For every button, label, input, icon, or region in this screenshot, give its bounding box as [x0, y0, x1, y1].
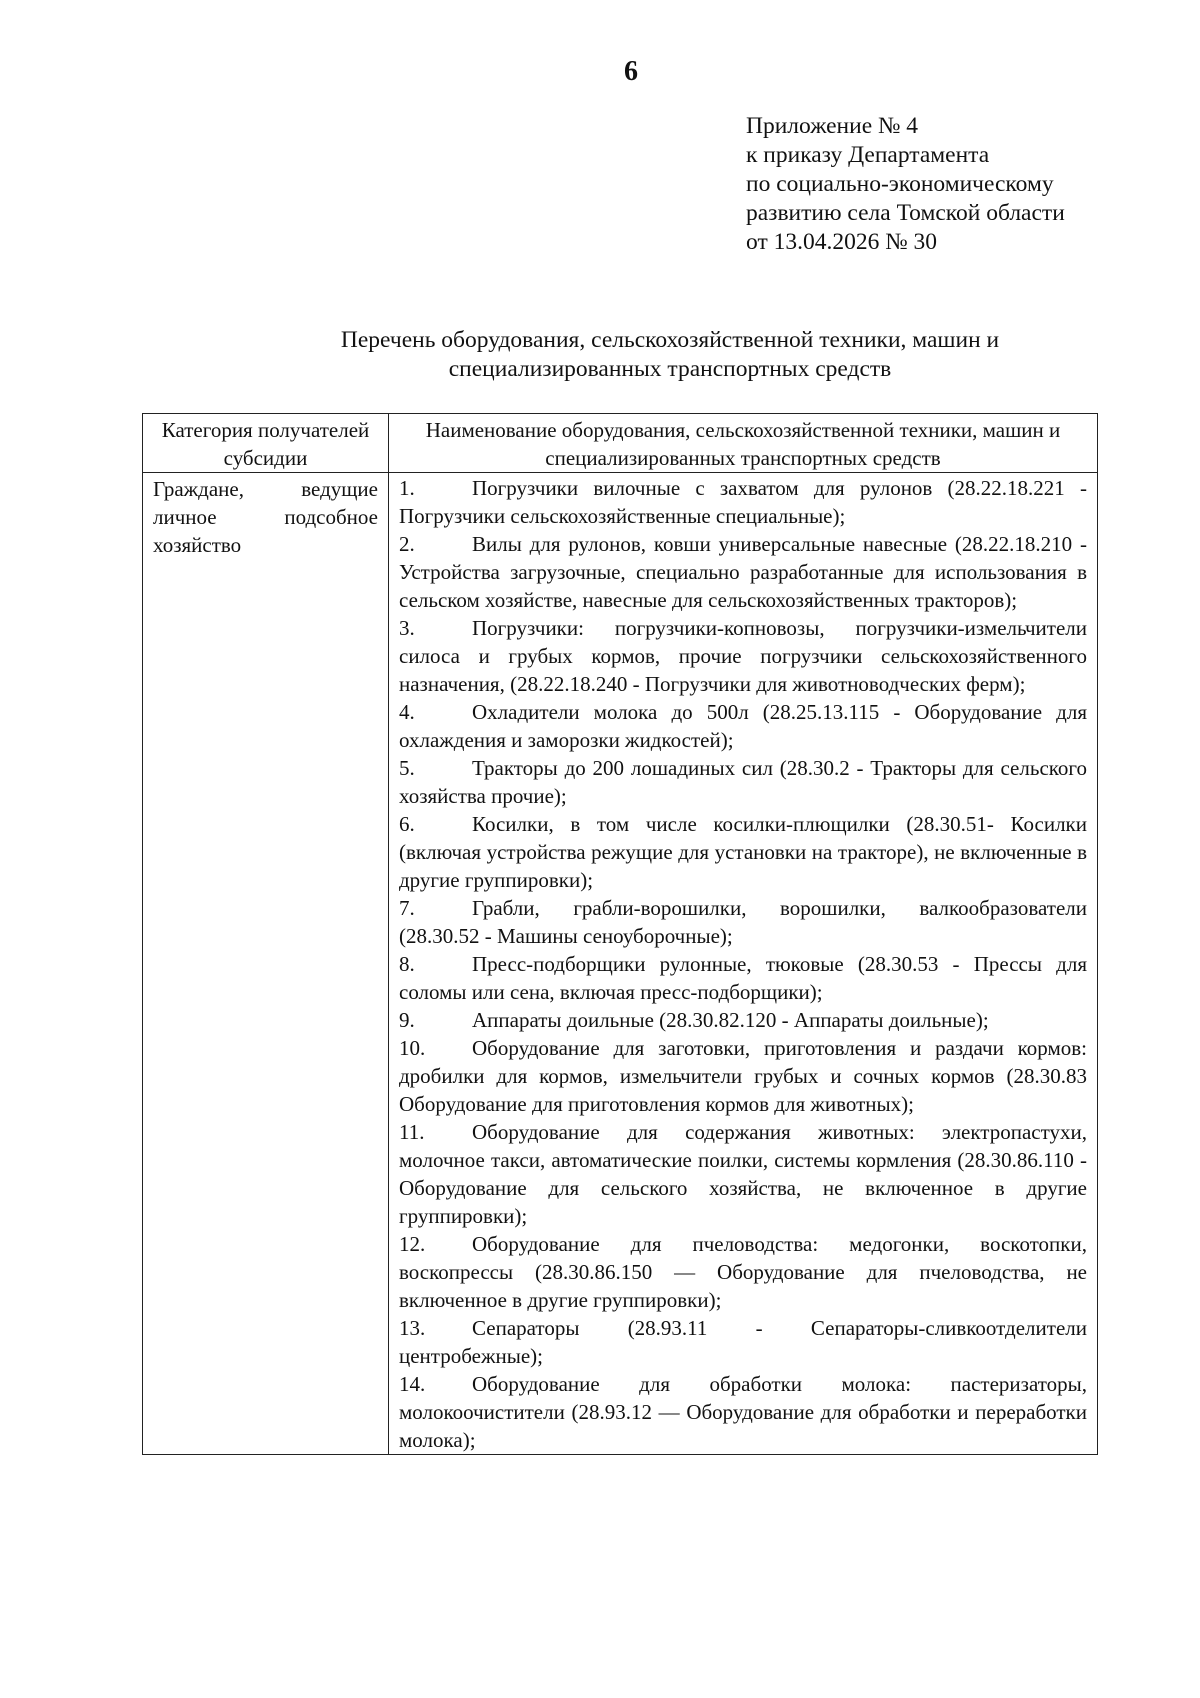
item-number: 13. — [399, 1316, 426, 1340]
item-text: Оборудование для обработки молока: пастеризаторы, молокоочистители (28.93.12 — Оборудование для обработки и переработки молока); — [399, 1372, 1087, 1452]
item-text: Косилки, в том числе косилки-плющилки (28.30.51- Косилки (включая устройства режущие для установки на тракторе), не включенные в другие группировки); — [399, 812, 1087, 892]
list-item — [399, 754, 1087, 810]
item-number: 10. — [399, 1036, 426, 1060]
item-text: Аппараты доильные (28.30.82.120 - Аппараты доильные); — [472, 1008, 989, 1032]
item-number: 1. — [399, 476, 415, 500]
equipment-list-cell — [389, 473, 1098, 1455]
list-item — [399, 1314, 1087, 1370]
list-item — [399, 1370, 1087, 1454]
item-text: Погрузчики вилочные с захватом для рулонов (28.22.18.221 - Погрузчики сельскохозяйственные специальные); — [399, 476, 1087, 528]
item-number: 4. — [399, 700, 415, 724]
list-item — [399, 1006, 1087, 1034]
appendix-line: Приложение № 4 — [746, 113, 919, 139]
list-item — [399, 1230, 1087, 1314]
item-number: 2. — [399, 532, 415, 556]
list-item — [399, 698, 1087, 754]
appendix-line: к приказу Департамента — [746, 142, 990, 168]
header-equipment-name: Наименование оборудования, сельскохозяйственной техники, машин и специализированных транспортных средств — [389, 414, 1098, 473]
item-text: Тракторы до 200 лошадиных сил (28.30.2 - Тракторы для сельского хозяйства прочие); — [399, 756, 1087, 808]
item-number: 7. — [399, 896, 415, 920]
appendix-line: развитию села Томской области — [746, 200, 1065, 226]
item-text: Пресс-подборщики рулонные, тюковые (28.30.53 - Прессы для соломы или сена, включая пресс-подборщики); — [399, 952, 1087, 1004]
equipment-table — [142, 413, 1098, 1455]
list-item — [399, 950, 1087, 1006]
list-item — [399, 614, 1087, 698]
item-text: Вилы для рулонов, ковши универсальные навесные (28.22.18.210 - Устройства загрузочные, специально разработанные для использования в сельском хозяйстве, навесные для сельскохозяйственных тракторов); — [399, 532, 1087, 612]
document-title — [280, 326, 1060, 384]
item-text: Погрузчики: погрузчики-копновозы, погрузчики-измельчители силоса и грубых кормов, прочие погрузчики сельскохозяйственного назначения, (28.22.18.240 - Погрузчики для животноводческих ферм); — [399, 616, 1087, 696]
item-number: 3. — [399, 616, 415, 640]
item-number: 14. — [399, 1372, 426, 1396]
list-item — [399, 474, 1087, 530]
item-text: Оборудование для содержания животных: электропастухи, молочное такси, автоматические поилки, системы кормления (28.30.86.110 - Оборудование для сельского хозяйства, не включенное в другие группировки); — [399, 1120, 1087, 1228]
appendix-header — [746, 112, 1065, 257]
item-number: 11. — [399, 1120, 425, 1144]
list-item — [399, 894, 1087, 950]
item-number: 6. — [399, 812, 415, 836]
header-category: Категория получателей субсидии — [143, 414, 389, 473]
item-number: 8. — [399, 952, 415, 976]
item-number: 9. — [399, 1008, 415, 1032]
item-text: Грабли, грабли-ворошилки, ворошилки, валкообразователи (28.30.52 - Машины сеноуборочные); — [399, 896, 1087, 948]
category-cell: Граждане, ведущие личное подсобное хозяйство — [143, 473, 389, 1455]
item-text: Сепараторы (28.93.11 - Сепараторы-сливкоотделители центробежные); — [399, 1316, 1087, 1368]
list-item — [399, 1034, 1087, 1118]
item-text: Оборудование для заготовки, приготовления и раздачи кормов: дробилки для кормов, измельчители грубых и сочных кормов (28.30.83 Оборудование для приготовления кормов для животных); — [399, 1036, 1087, 1116]
item-number: 5. — [399, 756, 415, 780]
list-item — [399, 530, 1087, 614]
table-row — [143, 473, 1098, 1455]
list-item — [399, 1118, 1087, 1230]
document-title-line: Перечень оборудования, сельскохозяйственной техники, машин и — [340, 327, 1000, 353]
table-header-row — [143, 414, 1098, 473]
appendix-line: по социально-экономическому — [746, 171, 1054, 197]
page-number: 6 — [624, 56, 638, 87]
item-number: 12. — [399, 1232, 426, 1256]
item-text: Оборудование для пчеловодства: медогонки, воскотопки, воскопрессы (28.30.86.150 — Оборудование для пчеловодства, не включенное в другие группировки); — [399, 1232, 1087, 1312]
appendix-line: от 13.04.2026 № 30 — [746, 229, 938, 255]
document-title-line: специализированных транспортных средств — [448, 356, 892, 382]
list-item — [399, 810, 1087, 894]
item-text: Охладители молока до 500л (28.25.13.115 - Оборудование для охлаждения и заморозки жидкостей); — [399, 700, 1087, 752]
